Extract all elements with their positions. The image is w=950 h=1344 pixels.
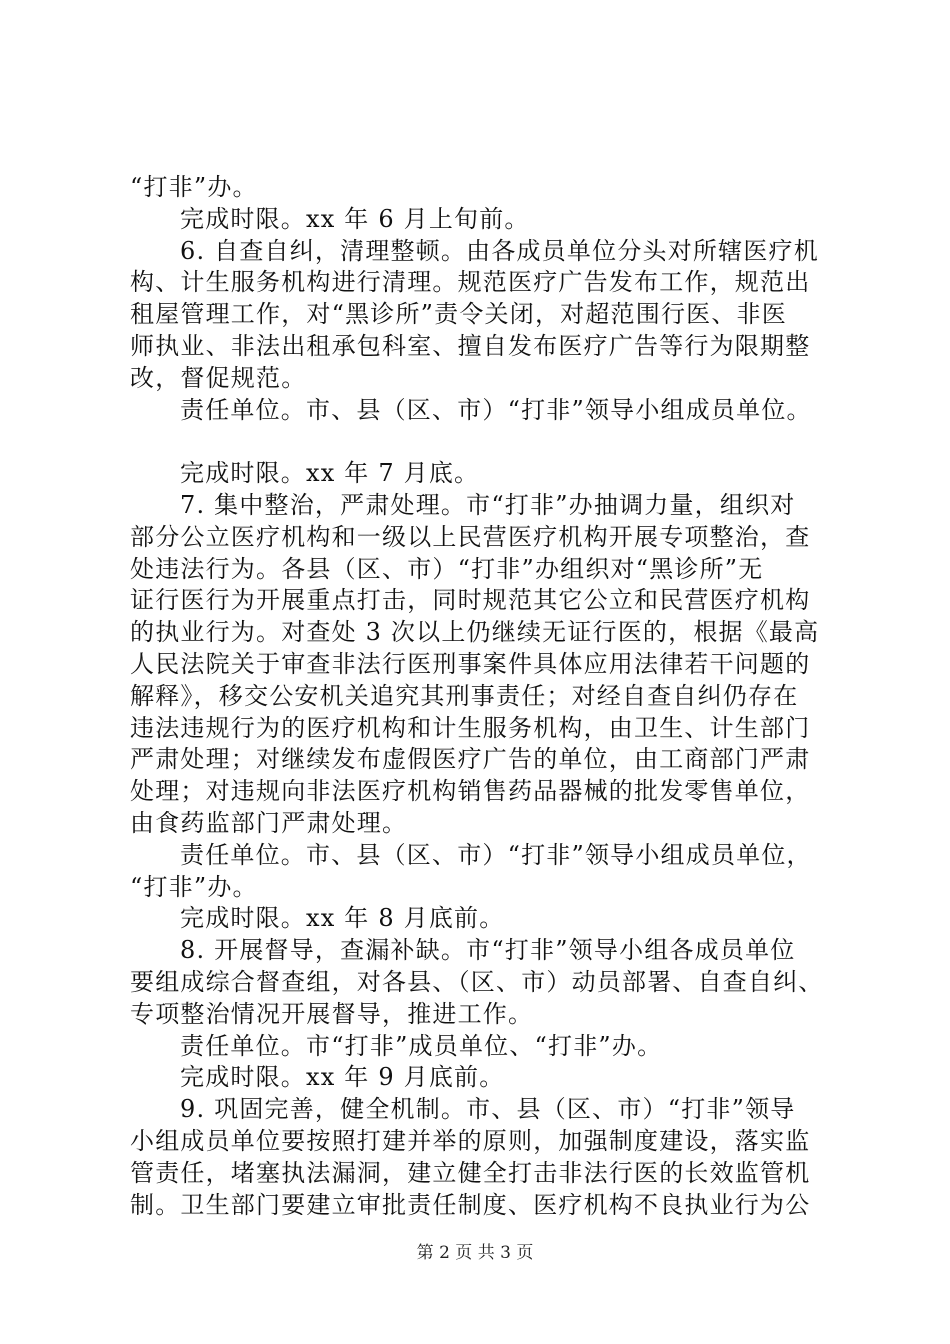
deadline-line: 完成时限。xx 年 8 月底前。 — [180, 904, 505, 933]
text-line: 解释》，移交公安机关追究其刑事责任；对经自查自纠仍存在 — [130, 681, 799, 710]
text-line: 租屋管理工作，对“黑诊所”责令关闭，对超范围行医、非医 — [130, 300, 787, 329]
text-line: 违法违规行为的医疗机构和计生服务机构，由卫生、计生部门 — [130, 713, 811, 742]
blank-line — [130, 426, 850, 458]
deadline-line: 完成时限。xx 年 7 月底。 — [180, 459, 480, 488]
text-line: 由食药监部门严肃处理。 — [130, 808, 408, 837]
text-line: “打非”办。 — [130, 872, 258, 901]
item-6-heading: 6. 自查自纠，清理整顿。由各成员单位分头对所辖医疗机 — [180, 236, 819, 265]
responsible-line: 责任单位。市“打非”成员单位、“打非”办。 — [180, 1031, 663, 1060]
text-line: 证行医行为开展重点打击，同时规范其它公立和民营医疗机构 — [130, 586, 811, 615]
text-line: 严肃处理；对继续发布虚假医疗广告的单位，由工商部门严肃 — [130, 745, 811, 774]
text-line: 部分公立医疗机构和一级以上民营医疗机构开展专项整治，查 — [130, 522, 811, 551]
text-line: “打非”办。 — [130, 173, 258, 201]
responsible-line: 责任单位。市、县（区、市）“打非”领导小组成员单位。 — [180, 395, 812, 424]
text-line: 处违法行为。各县（区、市）“打非”办组织对“黑诊所”无 — [130, 554, 764, 583]
text-line: 要组成综合督查组，对各县、（区、市）动员部署、自查自纠、 — [130, 967, 824, 996]
text-line: 的执业行为。对查处 3 次以上仍继续无证行医的，根据《最高 — [130, 618, 820, 647]
item-8-heading: 8. 开展督导，查漏补缺。市“打非”领导小组各成员单位 — [180, 936, 796, 965]
text-line: 制。卫生部门要建立审批责任制度、医疗机构不良执业行为公 — [130, 1190, 811, 1219]
deadline-line: 完成时限。xx 年 6 月上旬前。 — [180, 204, 530, 233]
item-7-heading: 7. 集中整治，严肃处理。市“打非”办抽调力量，组织对 — [180, 490, 796, 519]
document-body — [130, 172, 850, 1221]
text-line: 人民法院关于审查非法行医刑事案件具体应用法律若干问题的 — [130, 649, 811, 678]
text-line: 管责任，堵塞执法漏洞，建立健全打击非法行医的长效监管机 — [130, 1158, 811, 1187]
text-line: 小组成员单位要按照打建并举的原则，加强制度建设，落实监 — [130, 1126, 811, 1155]
deadline-line: 完成时限。xx 年 9 月底前。 — [180, 1063, 505, 1092]
text-line: 专项整治情况开展督导，推进工作。 — [130, 999, 534, 1028]
page-number-footer: 第 2 页 共 3 页 — [416, 1243, 534, 1263]
text-line: 改，督促规范。 — [130, 363, 307, 392]
text-line: 构、计生服务机构进行清理。规范医疗广告发布工作，规范出 — [130, 268, 811, 297]
item-9-heading: 9. 巩固完善，健全机制。市、县（区、市）“打非”领导 — [180, 1095, 796, 1124]
text-line: 师执业、非法出租承包科室、擅自发布医疗广告等行为限期整 — [130, 331, 811, 360]
responsible-line: 责任单位。市、县（区、市）“打非”领导小组成员单位， — [180, 840, 812, 869]
text-line: 处理；对违规向非法医疗机构销售药品器械的批发零售单位， — [130, 777, 811, 806]
